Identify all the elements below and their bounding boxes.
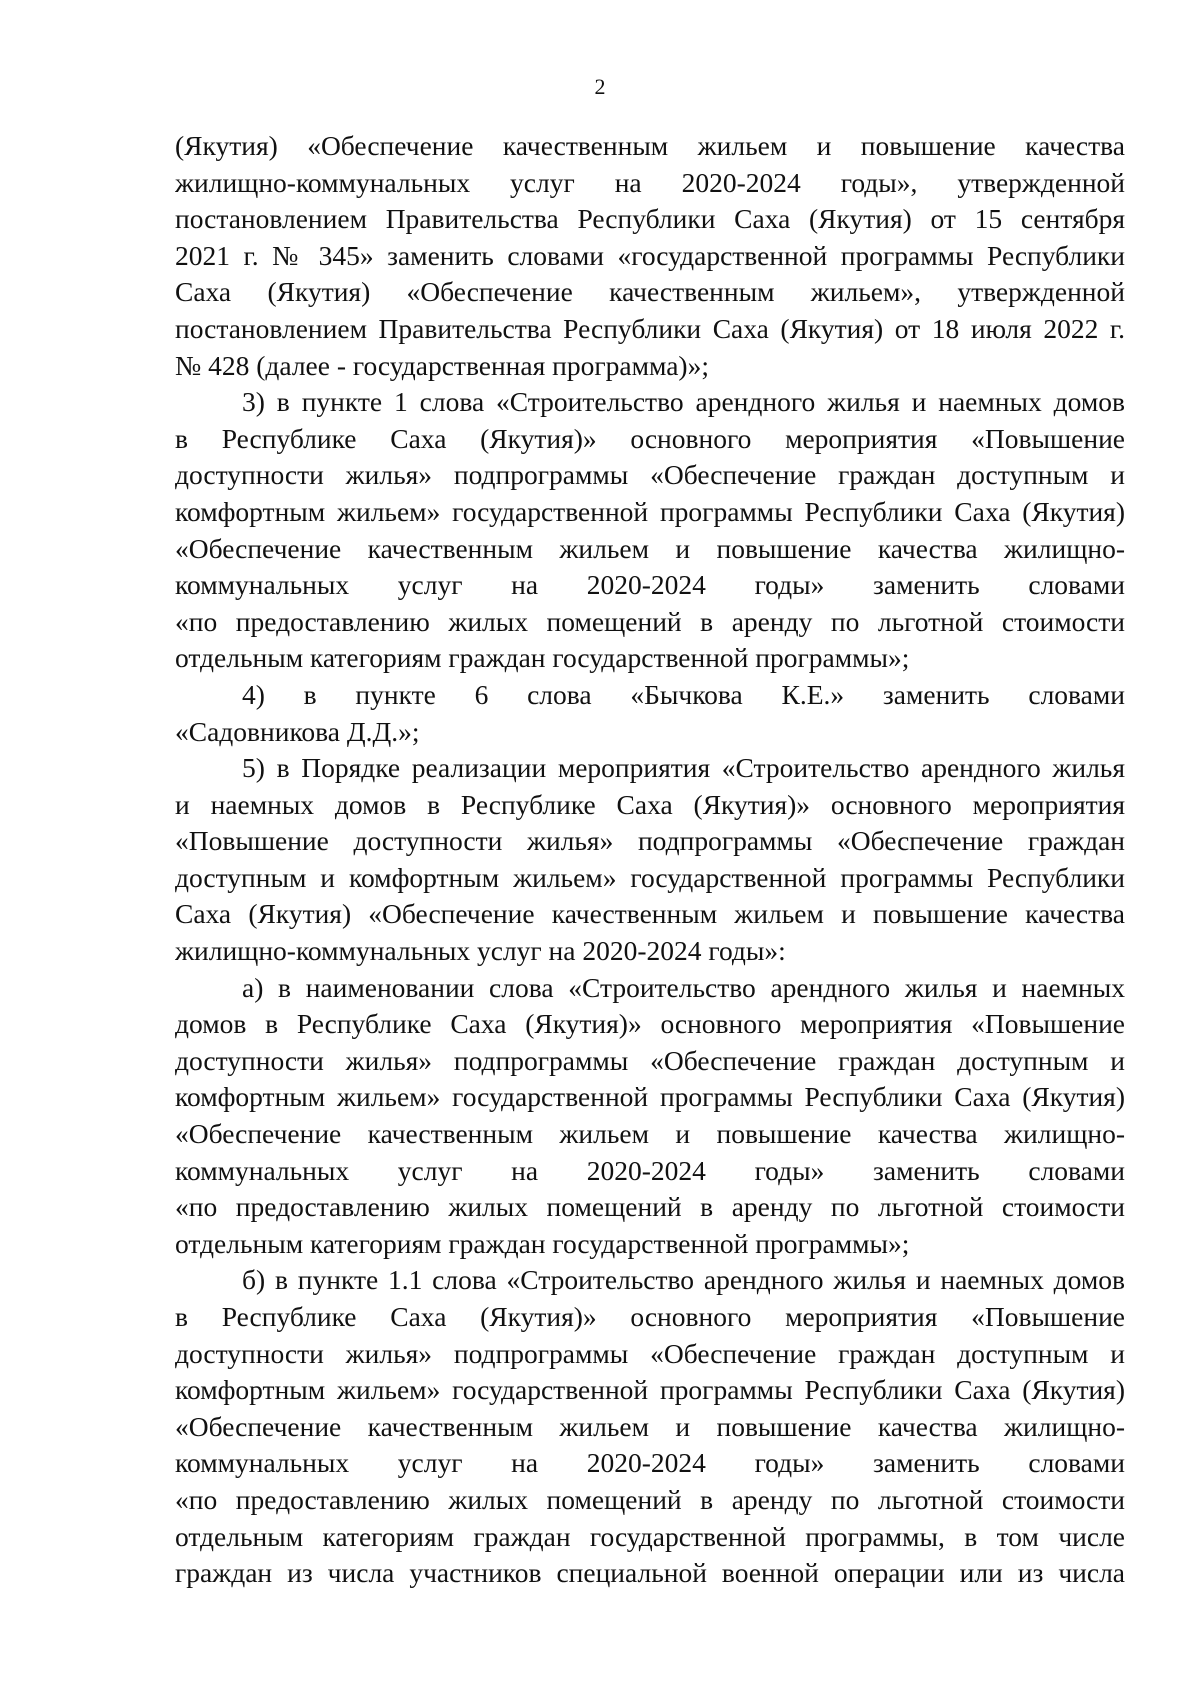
paragraph-item-5a xyxy=(175,970,1125,1263)
text-line: отдельным категориям граждан государственной программы»; xyxy=(175,1227,910,1259)
text-line: доступности жилья» подпрограммы «Обеспечение граждан доступным и xyxy=(175,1044,1125,1076)
text-line: «Садовникова Д.Д.»; xyxy=(175,715,420,747)
text-line: «по предоставлению жилых помещений в аренду по льготной стоимости xyxy=(175,1191,1125,1223)
document-body xyxy=(175,128,1125,1592)
text-line: и наемных домов в Республике Саха (Якутия)» основного мероприятия xyxy=(175,788,1125,820)
text-line: «Повышение доступности жилья» подпрограммы «Обеспечение граждан xyxy=(175,825,1125,857)
text-line: постановлением Правительства Республики Саха (Якутия) от 15 сентября xyxy=(175,203,1125,235)
text-line: «Обеспечение качественным жильем и повышение качества жилищно- xyxy=(175,1118,1125,1150)
text-line: комфортным жильем» государственной программы Республики Саха (Якутия) xyxy=(175,495,1125,527)
text-line: Саха (Якутия) «Обеспечение качественным жильем», утвержденной xyxy=(175,276,1125,308)
text-line: «по предоставлению жилых помещений в аренду по льготной стоимости xyxy=(175,1483,1125,1515)
text-line: коммунальных услуг на 2020-2024 годы» заменить словами xyxy=(175,1447,1125,1479)
text-line: в Республике Саха (Якутия)» основного мероприятия «Повышение xyxy=(175,422,1125,454)
text-line: «по предоставлению жилых помещений в аренду по льготной стоимости xyxy=(175,605,1125,637)
text-line: 3) в пункте 1 слова «Строительство арендного жилья и наемных домов xyxy=(242,386,1125,418)
text-line: «Обеспечение качественным жильем и повышение качества жилищно- xyxy=(175,532,1125,564)
text-line: граждан из числа участников специальной военной операции или из числа xyxy=(175,1557,1125,1589)
page-number: 2 xyxy=(594,74,606,99)
paragraph-item-3 xyxy=(175,384,1125,677)
text-line: 4) в пункте 6 слова «Бычкова К.Е.» заменить словами xyxy=(242,678,1125,710)
paragraph-item-5 xyxy=(175,750,1125,970)
text-line: комфортным жильем» государственной программы Республики Саха (Якутия) xyxy=(175,1081,1125,1113)
text-line: 2021 г. № 345» заменить словами «государственной программы Республики xyxy=(175,239,1125,271)
text-line: (Якутия) «Обеспечение качественным жильем и повышение качества xyxy=(175,130,1125,161)
text-line: доступности жилья» подпрограммы «Обеспечение граждан доступным и xyxy=(175,1337,1125,1369)
text-line: а) в наименовании слова «Строительство арендного жилья и наемных xyxy=(242,971,1125,1003)
paragraph-item-4 xyxy=(175,677,1125,750)
text-line: доступности жилья» подпрограммы «Обеспечение граждан доступным и xyxy=(175,459,1125,491)
text-line: коммунальных услуг на 2020-2024 годы» заменить словами xyxy=(175,1154,1125,1186)
text-line: 5) в Порядке реализации мероприятия «Строительство арендного жилья xyxy=(242,752,1125,784)
text-line: постановлением Правительства Республики Саха (Якутия) от 18 июля 2022 г. xyxy=(175,312,1125,344)
text-line: б) в пункте 1.1 слова «Строительство арендного жилья и наемных домов xyxy=(242,1264,1125,1296)
text-line: доступным и комфортным жильем» государственной программы Республики xyxy=(175,861,1125,893)
text-line: в Республике Саха (Якутия)» основного мероприятия «Повышение xyxy=(175,1301,1125,1332)
text-line: Саха (Якутия) «Обеспечение качественным жильем и повышение качества xyxy=(175,898,1125,930)
paragraph-intro xyxy=(175,128,1125,384)
text-line: домов в Республике Саха (Якутия)» основного мероприятия «Повышение xyxy=(175,1008,1125,1040)
text-line: отдельным категориям граждан государственной программы»; xyxy=(175,642,910,674)
paragraph-item-5b xyxy=(175,1262,1125,1591)
text-line: жилищно-коммунальных услуг на 2020-2024 годы»: xyxy=(175,935,786,967)
text-line: жилищно-коммунальных услуг на 2020-2024 годы», утвержденной xyxy=(175,166,1125,198)
text-line: коммунальных услуг на 2020-2024 годы» заменить словами xyxy=(175,569,1125,601)
text-line: отдельным категориям граждан государственной программы, в том числе xyxy=(175,1520,1125,1552)
text-line: «Обеспечение качественным жильем и повышение качества жилищно- xyxy=(175,1410,1125,1442)
text-line: № 428 (далее - государственная программа)»; xyxy=(175,349,709,381)
text-line: комфортным жильем» государственной программы Республики Саха (Якутия) xyxy=(175,1374,1125,1406)
